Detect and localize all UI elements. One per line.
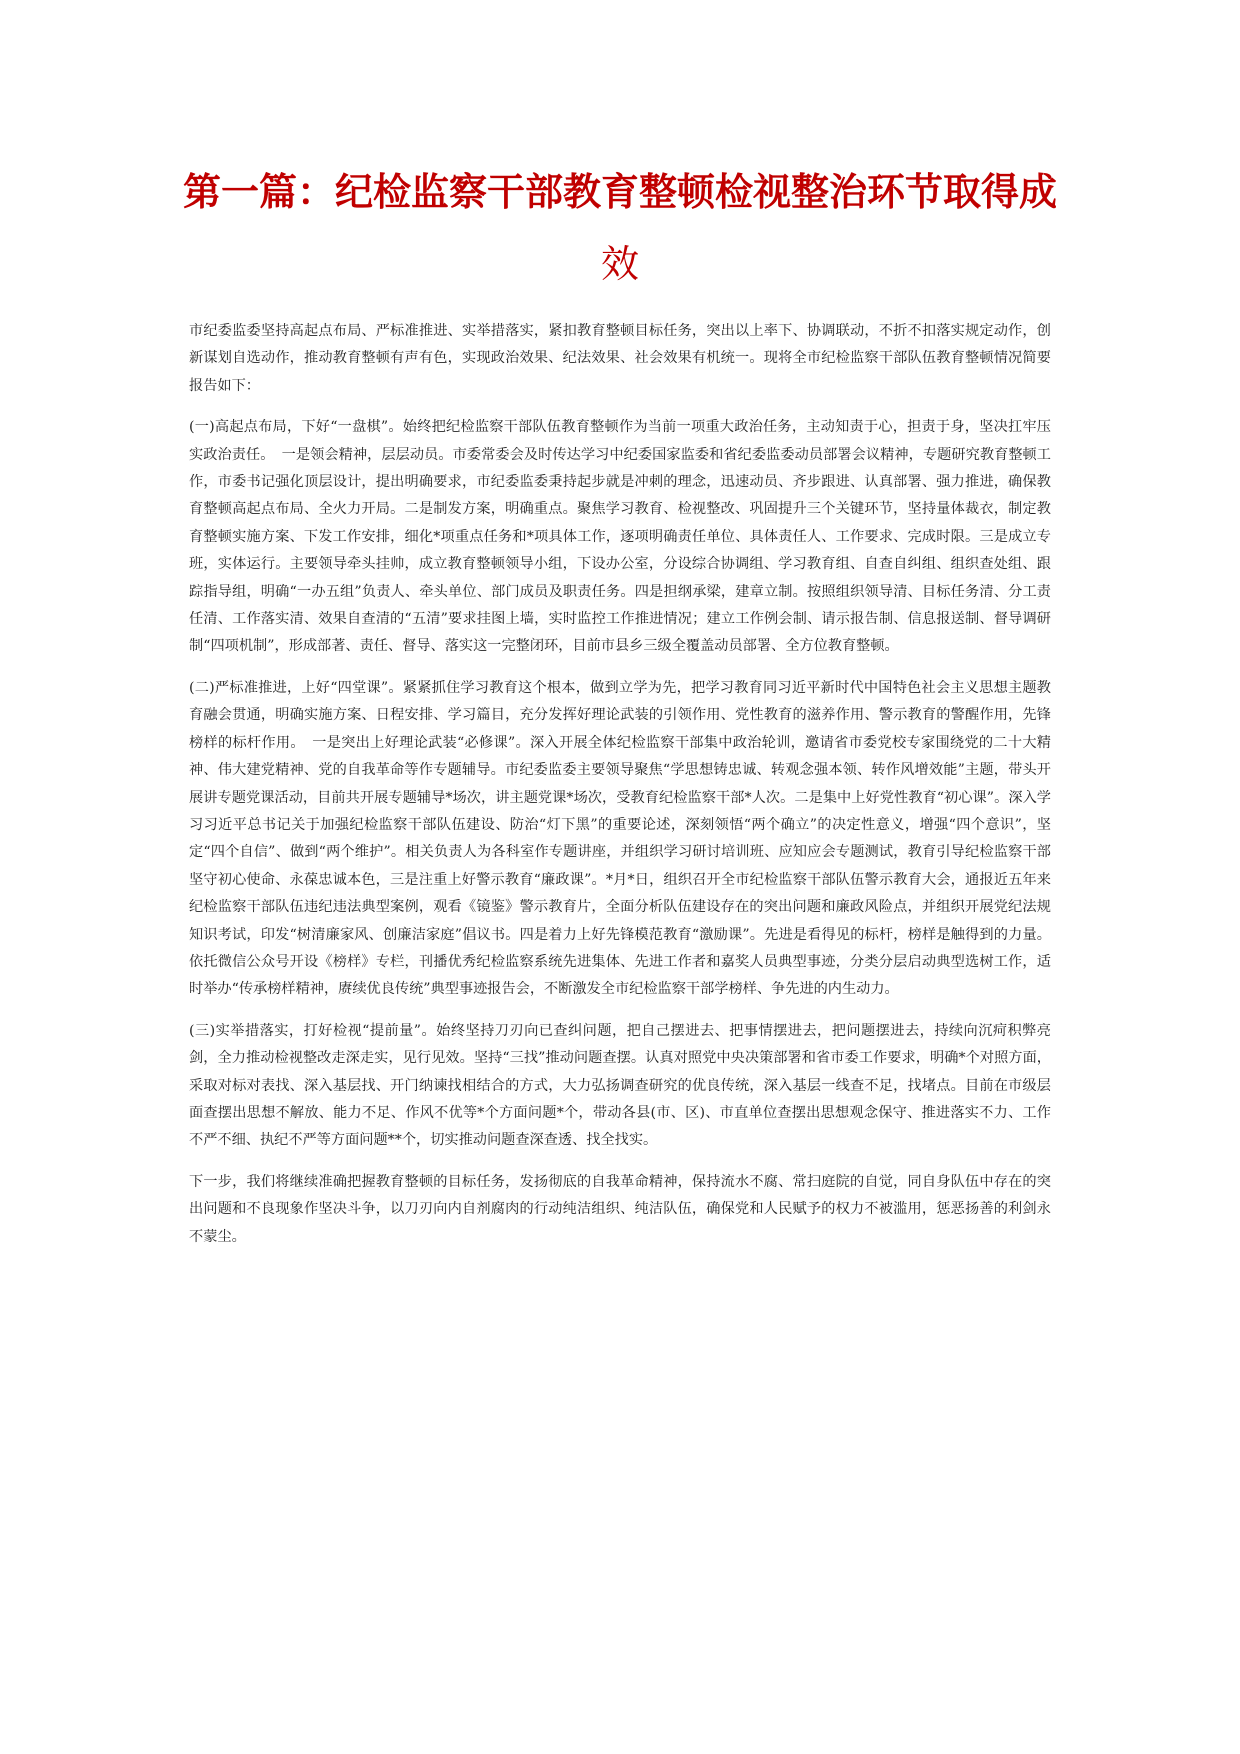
title-line-1: 第一篇：纪检监察干部教育整顿检视整治环节取得成: [182, 169, 1057, 214]
document-body: [189, 318, 1051, 1265]
paragraph-section-1: (一)高起点布局，下好“一盘棋”。始终把纪检监察干部队伍教育整顿作为当前一项重大政治任务，主动知责于心，担责于身，坚决扛牢压实政治责任。 一是领会精神，层层动员。市委常委会及时传达学习中纪委国家监委和省纪委监委动员部署会议精神，专题研究教育整顿工作，市委书记强化顶层设计，提出明确要求，市纪委监委秉持起步就是冲刺的理念，迅速动员、齐步跟进、认真部署、强力推进，确保教育整顿高起点布局、全火力开局。二是制发方案，明确重点。聚焦学习教育、检视整改、巩固提升三个关键环节，坚持量体裁衣，制定教育整顿实施方案、下发工作安排，细化*项重点任务和*项具体工作，逐项明确责任单位、具体责任人、工作要求、完成时限。三是成立专班，实体运行。主要领导牵头挂帅，成立教育整顿领导小组，下设办公室，分设综合协调组、学习教育组、自查自纠组、组织查处组、跟踪指导组，明确“一办五组”负责人、牵头单位、部门成员及职责任务。四是担纲承梁，建章立制。按照组织领导清、目标任务清、分工责任清、工作落实清、效果自查清的“五清”要求挂图上墙，实时监控工作推进情况；建立工作例会制、请示报告制、信息报送制、督导调研制“四项机制”，形成部著、责任、督导、落实这一完整闭环，目前市县乡三级全覆盖动员部署、全方位教育整顿。: [189, 419, 1051, 655]
paragraph-intro: 市纪委监委坚持高起点布局、严标准推进、实举措落实，紧扣教育整顿目标任务，突出以上率下、协调联动，不折不扣落实规定动作，创新谋划自选动作，推动教育整顿有声有色，实现政治效果、纪法效果、社会效果有机统一。现将全市纪检监察干部队伍教育整顿情况简要报告如下：: [189, 323, 1051, 394]
title-line-2: 效: [600, 242, 639, 286]
document-title: [170, 168, 1070, 288]
paragraph-section-3: (三)实举措落实，打好检视“提前量”。始终坚持刀刃向已查纠问题，把自己摆进去、把事情摆进去，把问题摆进去，持续向沉疴积弊亮剑，全力推动检视整改走深走实，见行见效。坚持“三找”推动问题查摆。认真对照党中央决策部署和省市委工作要求，明确*个对照方面，采取对标对表找、深入基层找、开门纳谏找相结合的方式，大力弘扬调查研究的优良传统，深入基层一线查不足，找堵点。目前在市级层面查摆出思想不解放、能力不足、作风不优等*个方面问题*个，带动各县(市、区)、市直单位查摆出思想观念保守、推进落实不力、工作不严不细、执纪不严等方面问题**个，切实推动问题查深查透、找全找实。: [189, 1022, 1051, 1149]
paragraph-section-2: (二)严标准推进，上好“四堂课”。紧紧抓住学习教育这个根本，做到立学为先，把学习教育同习近平新时代中国特色社会主义思想主题教育融会贯通，明确实施方案、日程安排、学习篇目，充分发挥好理论武装的引领作用、党性教育的滋养作用、警示教育的警醒作用，先锋榜样的标杆作用。 一是突出上好理论武装“必修课”。深入开展全体纪检监察干部集中政治轮训，邀请省市委党校专家围绕党的二十大精神、伟大建党精神、党的自我革命等作专题辅导。市纪委监委主要领导聚焦“学思想铸忠诚、转观念强本领、转作风增效能”主题，带头开展讲专题党课活动，目前共开展专题辅导*场次，讲主题党课*场次，受教育纪检监察干部*人次。二是集中上好党性教育“初心课”。深入学习习近平总书记关于加强纪检监察干部队伍建设、防治“灯下黑”的重要论述，深刻领悟“两个确立”的决定性意义，增强“四个意识”，坚定“四个自信”、做到“两个维护”。相关负责人为各科室作专题讲座，并组织学习研讨培训班、应知应会专题测试，教育引导纪检监察干部坚守初心使命、永葆忠诚本色，三是注重上好警示教育“廉政课”。*月*日，组织召开全市纪检监察干部队伍警示教育大会，通报近五年来纪检监察干部队伍违纪违法典型案例，观看《镜鉴》警示教育片，全面分析队伍建设存在的突出问题和廉政风险点，并组织开展党纪法规知识考试，印发“树清廉家风、创廉洁家庭”倡议书。四是着力上好先锋模范教育“激励课”。先进是看得见的标杆，榜样是触得到的力量。依托微信公众号开设《榜样》专栏，刊播优秀纪检监察系统先进集体、先进工作者和嘉奖人员典型事迹，分类分层启动典型选树工作，适时举办“传承榜样精神，赓续优良传统”典型事迹报告会，不断激发全市纪检监察干部学榜样、争先进的内生动力。: [189, 679, 1051, 998]
paragraph-next-steps: 下一步，我们将继续准确把握教育整顿的目标任务，发扬彻底的自我革命精神，保持流水不腐、常扫庭院的自觉，同自身队伍中存在的突出问题和不良现象作坚决斗争，以刀刃向内自剂腐肉的行动纯洁组织、纯洁队伍，确保党和人民赋予的权力不被滥用，惩恶扬善的利剑永不蒙尘。: [189, 1173, 1051, 1245]
